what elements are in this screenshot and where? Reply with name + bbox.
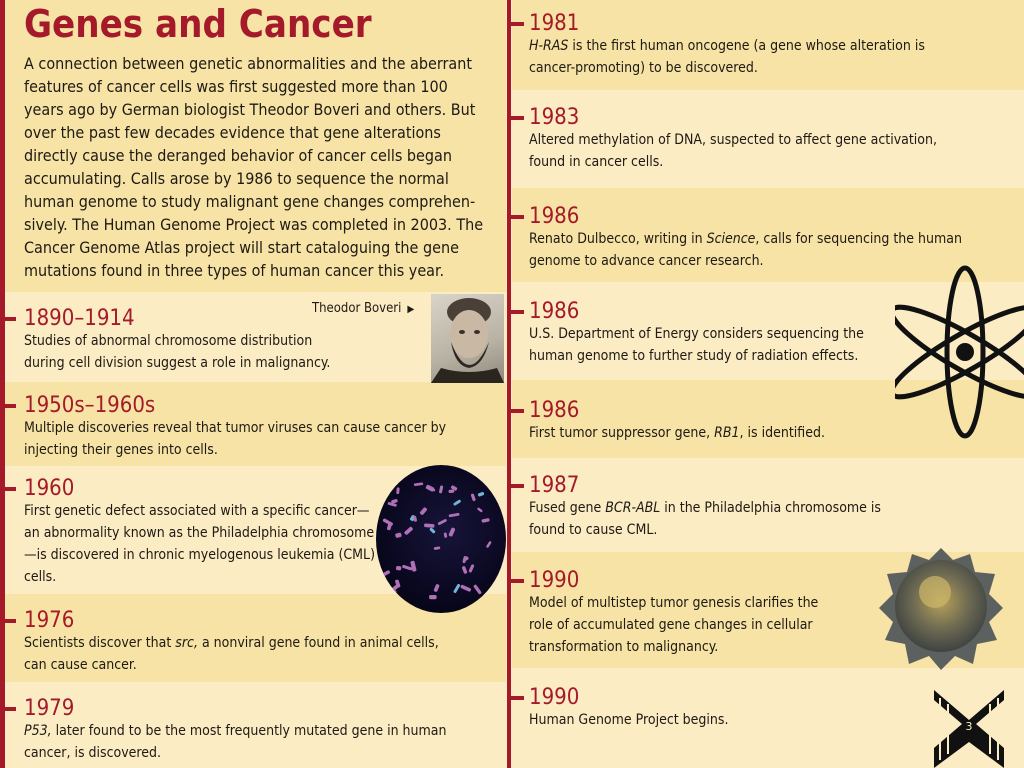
chromosome-speck bbox=[477, 492, 484, 497]
timeline-year: 1976 bbox=[24, 608, 75, 633]
chromosome-speck bbox=[414, 482, 424, 486]
timeline-description: Altered methylation of DNA, suspected to affect gene activation, found in cancer cells. bbox=[529, 132, 937, 170]
timeline-description: First tumor suppressor gene, RB1, is identified. bbox=[529, 425, 825, 441]
timeline-description: Renato Dulbecco, writing in Science, calls for sequencing the human genome to advance cancer research. bbox=[529, 231, 962, 269]
timeline-year: 1890–1914 bbox=[24, 306, 135, 331]
timeline-tick bbox=[508, 409, 524, 413]
timeline-year: 1979 bbox=[24, 696, 75, 721]
timeline-tick bbox=[508, 215, 524, 219]
timeline-tick bbox=[508, 22, 524, 26]
chromosome-speck bbox=[462, 566, 468, 574]
timeline-tick bbox=[0, 707, 16, 711]
timeline-tick bbox=[508, 484, 524, 488]
chromosome-speck bbox=[473, 584, 482, 595]
timeline-tick bbox=[0, 404, 16, 408]
timeline-tick bbox=[508, 310, 524, 314]
boveri-portrait bbox=[431, 294, 504, 383]
chromosome-speck bbox=[486, 541, 492, 549]
timeline-description: Fused gene BCR-ABL in the Philadelphia chromosome is found to cause CML. bbox=[529, 500, 881, 538]
timeline-description: U.S. Department of Energy considers sequencing the human genome to further study of radiation effects. bbox=[529, 326, 864, 364]
timeline-description: Human Genome Project begins. bbox=[529, 712, 729, 728]
page-title: Genes and Cancer bbox=[24, 2, 372, 46]
chromosome-speck bbox=[413, 515, 417, 522]
chromosome-speck bbox=[429, 527, 436, 534]
chromosome-speck bbox=[439, 485, 444, 493]
timeline-description: Scientists discover that src, a nonviral gene found in animal cells, can cause cancer. bbox=[24, 635, 439, 673]
timeline-year: 1960 bbox=[24, 476, 75, 501]
chromosome-speck bbox=[448, 513, 459, 518]
intro-paragraph: A connection between genetic abnormalities and the aberrant features of cancer cells was first suggested more than 100 years ago by German biologist Theodor Boveri and others. But over the past few decades evidence that gene alterations directly cause the deranged behavior of cancer cells began accumulating. Calls arose by 1986 to sequence the normal human genome to study malignant gene changes comprehen-sively. The Human Genome Project was completed in 2003. The Cancer Genome Atlas project will start cataloguing the gene mutations found in three types of human cancer this year. bbox=[24, 54, 484, 280]
timeline-tick bbox=[0, 487, 16, 491]
timeline-description: Studies of abnormal chromosome distribution during cell division suggest a role in malignancy. bbox=[24, 333, 331, 371]
chromosome-speck bbox=[433, 584, 439, 593]
timeline-year: 1983 bbox=[529, 105, 580, 130]
chromosome-speck bbox=[460, 584, 471, 592]
timeline-year: 1986 bbox=[529, 398, 580, 423]
timeline-description: Model of multistep tumor genesis clarifies the role of accumulated gene changes in cellular transformation to malignancy. bbox=[529, 595, 819, 655]
chromosome-speck bbox=[437, 519, 447, 526]
timeline-tick bbox=[508, 116, 524, 120]
chromosome-speck bbox=[444, 532, 448, 538]
timeline-description: First genetic defect associated with a specific cancer—an abnormality known as the Philadelphia chromosome—is discovered in chronic myelogenous leukemia (CML) cells. bbox=[24, 503, 375, 585]
timeline-year: 1990 bbox=[529, 568, 580, 593]
chromosome-speck bbox=[404, 526, 414, 535]
timeline-year: 1981 bbox=[529, 11, 580, 36]
timeline-description: P53, later found to be the most frequently mutated gene in human cancer, is discovered. bbox=[24, 723, 447, 761]
chromosome-micrograph bbox=[376, 465, 506, 613]
photo-caption: Theodor Boveri ▶ bbox=[312, 300, 414, 319]
caption-arrow-icon: ▶ bbox=[407, 304, 415, 315]
timeline-tick bbox=[0, 619, 16, 623]
timeline-tick bbox=[0, 317, 16, 321]
left-column bbox=[0, 0, 506, 768]
chromosome-speck bbox=[402, 565, 413, 571]
timeline-year: 1987 bbox=[529, 473, 580, 498]
chromosome-speck bbox=[434, 546, 441, 550]
atom-icon bbox=[895, 262, 1024, 442]
chromosome-speck bbox=[396, 487, 399, 494]
timeline-line-left bbox=[0, 0, 5, 768]
cancer-cell-image bbox=[875, 540, 1007, 676]
chromosome-speck bbox=[448, 527, 455, 537]
timeline-tick bbox=[508, 579, 524, 583]
chromosome-speck bbox=[471, 493, 476, 501]
chromosome-speck bbox=[429, 595, 437, 599]
chromosome-speck bbox=[419, 507, 427, 516]
magazine-logo bbox=[934, 690, 1004, 768]
timeline-year: 1986 bbox=[529, 204, 580, 229]
chromosome-speck bbox=[453, 499, 461, 506]
chromosome-speck bbox=[477, 507, 483, 513]
timeline-year: 1990 bbox=[529, 685, 580, 710]
chromosome-speck bbox=[468, 564, 474, 573]
chromosome-speck bbox=[424, 523, 435, 527]
timeline-year: 1950s–1960s bbox=[24, 393, 156, 418]
timeline-description: Multiple discoveries reveal that tumor viruses can cause cancer by injecting their genes into cells. bbox=[24, 420, 447, 458]
chromosome-speck bbox=[453, 583, 461, 593]
timeline-year: 1986 bbox=[529, 299, 580, 324]
chromosome-speck bbox=[395, 532, 402, 538]
page-number: 3 bbox=[965, 720, 973, 733]
chromosome-speck bbox=[481, 518, 490, 523]
timeline-description: H-RAS is the first human oncogene (a gene whose alteration is cancer-promoting) to be discovered. bbox=[529, 38, 925, 76]
chromosome-speck bbox=[448, 489, 454, 493]
chromosome-speck bbox=[396, 566, 402, 571]
timeline-tick bbox=[508, 696, 524, 700]
